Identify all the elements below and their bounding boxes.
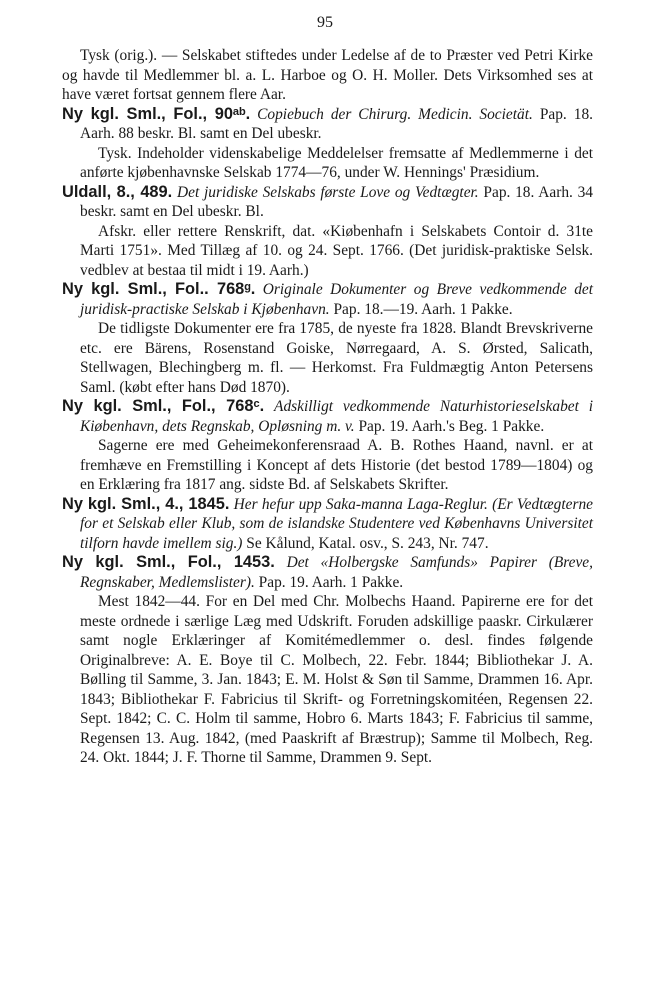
entry-description: Pap. 18.—19. Aarh. 1 Pakke. — [333, 300, 513, 318]
entry-heading — [62, 553, 593, 592]
entry-description: Pap. 18. Aarh. 34 beskr. samt en Del ubeskr. Bl. — [80, 183, 594, 220]
shelfmark: Uldall, 8., 489. — [62, 182, 173, 201]
shelfmark: Ny kgl. Sml., Fol., 1453. — [62, 553, 275, 571]
entry-title: Her hefur upp Saka-manna Laga-Reglur. (Er Vedtægterne for et Selskab eller Klub, som de islandske Studentere ved Københavns Universitet tilforn havde imellem sig.) — [80, 495, 593, 552]
shelfmark: Ny kgl. Sml., 4., 1845. — [62, 494, 230, 513]
intro-paragraph: Tysk (orig.). — Selskabet stiftedes under Ledelse af de to Præster ved Petri Kirke og havde til Medlemmer bl. a. L. Harboe og O. H. Moller. Dets Virksomhed ses at have været fortsat gennem flere Aar. — [62, 47, 593, 103]
entry-note: Afskr. eller rettere Renskrift, dat. «Kiøbenhafn i Selskabets Contoir d. 31te Marti 1751». Med Tillæg af 10. og 24. Sept. 1766. (Det juridisk-praktiske Selsk. vedblev at bestaa til midt i 19. Aarh.) — [80, 222, 593, 279]
entry-title: Det juridiske Selskabs første Love og Vedtægter. — [177, 183, 479, 201]
entry — [62, 397, 593, 495]
entry — [62, 553, 593, 768]
entry-title: Det «Holbergske Samfunds» Papirer (Breve, Regnskaber, Medlemslister). — [80, 554, 593, 591]
entry-description: Se Kålund, Katal. osv., S. 243, Nr. 747. — [246, 534, 489, 552]
entry-heading — [62, 183, 593, 222]
entry — [62, 280, 593, 397]
entry-description: Pap. 18. Aarh. 88 beskr. Bl. samt en Del ubeskr. — [80, 105, 593, 142]
entry-title: Copiebuch der Chirurg. Medicin. Societät. — [257, 105, 533, 123]
entry-description: Pap. 19. Aarh.'s Beg. 1 Pakke. — [358, 417, 545, 435]
entry-heading — [62, 105, 593, 144]
entry — [62, 105, 593, 183]
entry-note: Sagerne ere med Geheimekonferensraad A. B. Rothes Haand, navnl. er at fremhæve en Fremstilling i Koncept af dets Historie (det bestod 1789—1804) og en Erklæring fra 1817 ang. sidste Bd. af Selskabets Skrifter. — [80, 437, 593, 493]
entry — [62, 183, 593, 281]
entry-note: Mest 1842—44. For en Del med Chr. Molbechs Haand. Papirerne ere for det meste ordnede i særlige Læg med Udskrift. Foruden adskillige paaskr. Cirkulærer samt nogle Erklæringer af Komitémedlemmer o. desl. findes følgende Originalbreve: A. E. Boye til C. Molbech, 22. Febr. 1844; Bibliothekar J. A. Bølling til Samme, 3. Jan. 1843; E. M. Holst & Søn til Samme, Drammen 16. Apr. 1843; Bibliothekar F. Fabricius til Skrift- og Forretningskomitéen, Regensen 22. Sept. 1842; C. C. Holm til samme, Hobro 6. Marts 1843; F. Fabricius til samme, Regensen 13. Aug. 1842, (med Paaskrift af Bræstrup); Samme til Molbech, Reg. 24. Okt. 1844; J. F. Thorne til Samme, Drammen 9. Sept. — [80, 593, 593, 766]
page-number: 95 — [317, 14, 333, 31]
page-text — [62, 46, 593, 768]
entry-note: De tidligste Dokumenter ere fra 1785, de nyeste fra 1828. Blandt Brevskriverne etc. ere Bärens, Rosenstand Goiske, Nørregaard, A. S. Ørsted, Salicath, Stellwagen, Blechingberg m. fl. — Herkomst. Fra Fuldmægtig Anton Petersens Saml. (købt efter hans Død 1870). — [80, 320, 593, 396]
entry-description: Pap. 19. Aarh. 1 Pakke. — [258, 573, 404, 591]
entry-note: Tysk. Indeholder videnskabelige Meddelelser fremsatte af Medlemmerne i det anførte kjøbenhavnske Selskab 1774—76, under W. Hennings' Præsidium. — [80, 144, 593, 181]
entry-heading — [62, 495, 593, 554]
entry-title: Originale Dokumenter og Breve vedkommende det juridisk-practiske Selskab i Kjøbenhavn. — [80, 281, 593, 318]
shelfmark: Ny kgl. Sml., Fol.. 768ᵍ. — [62, 280, 256, 298]
entry-heading — [62, 280, 593, 319]
entry-title: Adskilligt vedkommende Naturhistorieselskabet i Kiøbenhavn, dets Regnskab, Opløsning m. v. — [80, 398, 593, 435]
shelfmark: Ny kgl. Sml., Fol., 768ᶜ. — [62, 397, 265, 415]
entry-heading — [62, 397, 593, 436]
entry — [62, 495, 593, 554]
shelfmark: Ny kgl. Sml., Fol., 90ᵃᵇ. — [62, 104, 251, 123]
